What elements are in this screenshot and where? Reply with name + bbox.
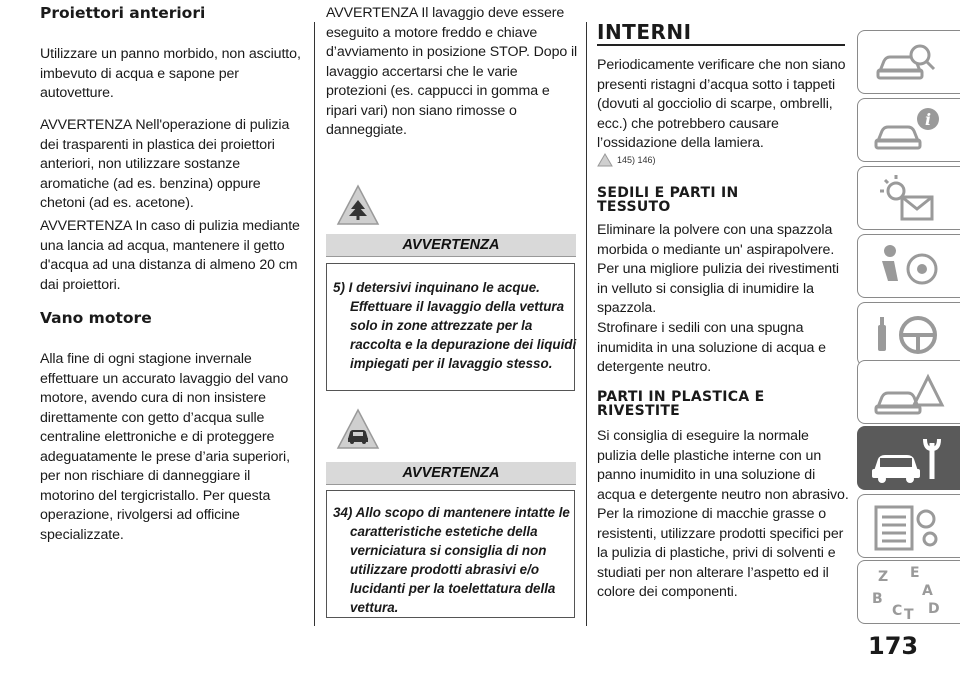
svg-text:Z: Z	[878, 569, 889, 585]
tab-airbag[interactable]	[857, 234, 960, 298]
warning-lights-icon	[868, 169, 948, 229]
tab-car-maintenance[interactable]	[857, 426, 960, 490]
plastic-parts-paragraph: Si consiglia di eseguire la normale pulizia delle plastiche interne con un panno inumidito in una soluzione di acqua e detergente neutro non abrasivo. Per la rimozione di macchie grasse o resistenti, utilizzare prodotti specifici per la pulizia di plastiche, privi di solventi e studiati per non alterare l’aspetto ed il colore dei componenti.	[597, 428, 849, 600]
warning-text: 34) Allo scopo di mantenere intatte le caratteristiche estetiche della verniciatura si consiglia di non utilizzare prodotti abrasivi e/o lucidanti per la toelettatura della vettura.	[333, 505, 570, 615]
warning-triangle-icon	[597, 153, 613, 167]
page-number: 173	[868, 632, 919, 660]
warning-text: 5) I detersivi inquinano le acque. Effettuare il lavaggio della vettura solo in zone attrezzate per la raccolta e la depurazione dei liquidi impiegati per il lavaggio stesso.	[333, 280, 577, 371]
tab-specs[interactable]	[857, 494, 960, 558]
column-2	[326, 0, 578, 686]
svg-text:C: C	[892, 603, 903, 619]
specs-icon	[868, 497, 948, 557]
warning-title-bar: AVVERTENZA	[326, 462, 576, 485]
car-warning-icon	[336, 408, 380, 457]
tab-warning-lights[interactable]	[857, 166, 960, 230]
interior-paragraph: Periodicamente verificare che non siano presenti ristagni d’acqua sotto i tappeti (dovuti al gocciolio di scarpe, ombrelli, ecc.) che potrebbero causare l’ossidazione della lamiera.	[597, 57, 846, 151]
engine-bay-paragraph: Alla fine di ogni stagione invernale effettuare un accurato lavaggio del vano motore, avendo cura di non insistere direttamente con getto d’acqua sulle centraline elettroniche e di proteggere adeguatamente le prese d’aria superiori, per non rischiare di danneggiare il motorino del tergicristallo. Per questa operazione, rivolgersi ad officine specializzate.	[40, 351, 290, 543]
interni-title: INTERNI	[597, 20, 692, 44]
washing-warning-paragraph: AVVERTENZA Il lavaggio deve essere eseguito a motore freddo e chiave d’avviamento in posizione STOP. Dopo il lavaggio accertarsi che le varie protezioni (es. cappucci in gomma e ripari vari) non siano rimosse o danneggiate.	[326, 5, 578, 138]
airbag-icon	[868, 237, 948, 297]
svg-text:i: i	[924, 110, 932, 129]
headlights-paragraph: Utilizzare un panno morbido, non asciutto, imbevuto di acqua e sapone per autovetture.	[40, 46, 301, 101]
car-maintenance-icon	[868, 429, 948, 489]
svg-text:D: D	[928, 601, 940, 617]
headlights-heading: Proiettori anteriori	[40, 4, 206, 22]
warning-box	[326, 263, 575, 391]
warning-box	[326, 490, 575, 618]
plastic-parts-heading: PARTI IN PLASTICA E RIVESTITE	[597, 389, 765, 419]
svg-text:A: A	[922, 583, 933, 599]
title-underline	[597, 44, 845, 46]
seats-heading: SEDILI E PARTI IN TESSUTO	[597, 185, 739, 215]
index-icon	[868, 563, 948, 623]
svg-text:E: E	[910, 565, 920, 581]
tab-breakdown[interactable]	[857, 360, 960, 424]
column-divider	[314, 22, 315, 626]
breakdown-icon	[868, 363, 948, 423]
tab-steering[interactable]	[857, 302, 960, 366]
headlights-warning-paragraph: AVVERTENZA Nell'operazione di pulizia dei trasparenti in plastica dei proiettori anteriori, non utilizzare sostanze aromatiche (ad es. benzina) oppure chetoni (ad es. acetone).	[40, 117, 290, 211]
note-reference	[597, 153, 656, 167]
note-numbers: 145) 146)	[617, 155, 656, 165]
seats-paragraph: Eliminare la polvere con una spazzola morbida o mediante un' aspirapolvere. Per una migliore pulizia dei rivestimenti in velluto si consiglia di inumidire la spazzola.	[597, 222, 839, 316]
svg-text:T: T	[904, 607, 914, 623]
engine-bay-heading: Vano motore	[40, 309, 152, 327]
steering-icon	[868, 305, 948, 365]
tab-index[interactable]	[857, 560, 960, 624]
tab-car-info[interactable]	[857, 98, 960, 162]
warning-title-bar: AVVERTENZA	[326, 234, 576, 257]
chapter-tabs	[857, 0, 960, 686]
column-divider	[586, 22, 587, 626]
tab-car-search[interactable]	[857, 30, 960, 94]
svg-text:B: B	[872, 591, 883, 607]
car-info-icon	[868, 101, 948, 161]
tree-warning-icon	[336, 184, 380, 233]
column-3	[597, 0, 849, 686]
water-jet-paragraph: AVVERTENZA In caso di pulizia mediante una lancia ad acqua, mantenere il getto d'acqua ad una distanza di almeno 20 cm dai proiettori.	[40, 218, 300, 293]
seats-sponge-paragraph: Strofinare i sedili con una spugna inumidita in una soluzione di acqua e detergente neutro.	[597, 320, 826, 375]
car-search-icon	[868, 33, 948, 93]
